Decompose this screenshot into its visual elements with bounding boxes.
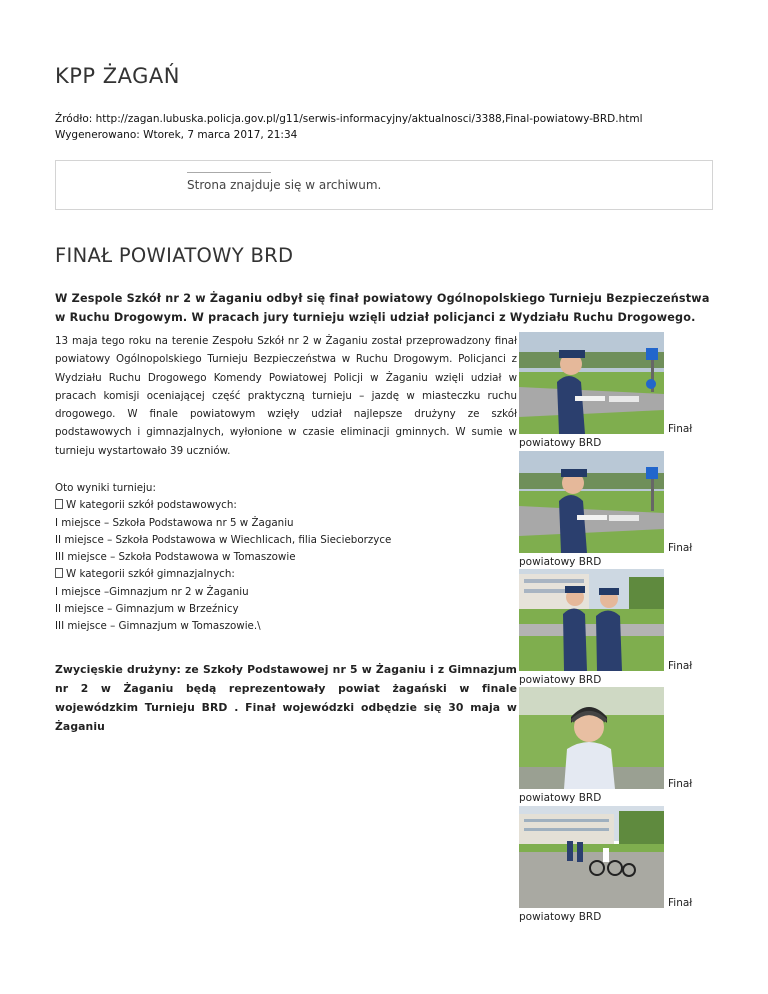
photo-child-helmet[interactable] [519, 687, 664, 789]
photo-caption: powiatowy BRD [519, 911, 602, 923]
article-title: FINAŁ POWIATOWY BRD [55, 244, 294, 267]
photo-two-officers[interactable] [519, 569, 664, 671]
photo-caption: Finał [668, 423, 693, 435]
article-lead: W Zespole Szkół nr 2 w Żaganiu odbył się finał powiatowy Ogólnopolskiego Turnieju Bezpieczeństwa w Ruchu Drogowym. W pracach jury turnieju wzięli udział policjanci z Wydziału Ruchu Drogowego. [55, 292, 710, 324]
photo-caption: powiatowy BRD [519, 674, 602, 686]
archive-text: Strona znajduje się w archiwum. [187, 178, 382, 192]
winners-paragraph: Zwycięskie drużyny: ze Szkoły Podstawowej nr 5 w Żaganiu i z Gimnazjum nr 2 w Żaganiu będą reprezentowały powiat żagański w finale wojewódzkim Turnieju BRD . Finał wojewódzki odbędzie się 30 maja w Żaganiu [55, 663, 517, 733]
meta-info [55, 111, 643, 143]
results-list [55, 480, 515, 636]
result-item: III miejsce – Szkoła Podstawowa w Tomaszowie [55, 551, 296, 564]
result-item: II miejsce – Gimnazjum w Brzeźnicy [55, 603, 239, 616]
generated-date: Wygenerowano: Wtorek, 7 marca 2017, 21:34 [55, 129, 298, 141]
photo-caption: Finał [668, 660, 693, 672]
bullet-icon [55, 568, 63, 578]
archive-divider [187, 172, 271, 173]
site-title: KPP ŻAGAŃ [55, 64, 181, 88]
source-url[interactable]: Źródło: http://zagan.lubuska.policja.gov.pl/g11/serwis-informacyjny/aktualnosci/3388,Final-powiatowy-BRD.html [55, 113, 643, 125]
results-intro: Oto wyniki turnieju: [55, 482, 156, 494]
photo-caption: Finał [668, 897, 693, 909]
photo-caption: Finał [668, 542, 693, 554]
archive-notice [55, 160, 713, 210]
result-item: III miejsce – Gimnazjum w Tomaszowie.\ [55, 620, 261, 633]
result-item: II miejsce – Szkoła Podstawowa w Wiechlicach, filia Siecieborzyce [55, 533, 392, 546]
bullet-icon [55, 499, 63, 509]
photo-officer-clipboard-2[interactable] [519, 451, 664, 553]
photo-officer-clipboard[interactable] [519, 332, 664, 434]
photo-bikes-course[interactable] [519, 806, 664, 908]
photo-caption: powiatowy BRD [519, 437, 602, 449]
photo-caption: powiatowy BRD [519, 792, 602, 804]
article-paragraph: 13 maja tego roku na terenie Zespołu Szkół nr 2 w Żaganiu został przeprowadzony finał powiatowy Ogólnopolskiego Turnieju Bezpieczeństwa w Ruchu Drogowym. Policjanci z Wydziału Ruchu Drogowego Komendy Powiatowej Policji w Żaganiu wzięli udział w pracach komisji oceniającej część praktyczną turnieju – jazdę w miasteczku ruchu drogowego. W finale powiatowym wzięły udział najlepsze drużyny ze szkół podstawowych i gimnazjalnych, wyłonione w czasie eliminacji gminnych. W sumie w turnieju wystartowało 39 uczniów. [55, 335, 517, 457]
result-item: I miejsce – Szkoła Podstawowa nr 5 w Żaganiu [55, 516, 294, 529]
category-primary: W kategorii szkół podstawowych: [55, 497, 515, 514]
photo-caption: powiatowy BRD [519, 556, 602, 568]
result-item: I miejsce –Gimnazjum nr 2 w Żaganiu [55, 585, 249, 598]
photo-caption: Finał [668, 778, 693, 790]
category-middle: W kategorii szkół gimnazjalnych: [55, 566, 515, 583]
